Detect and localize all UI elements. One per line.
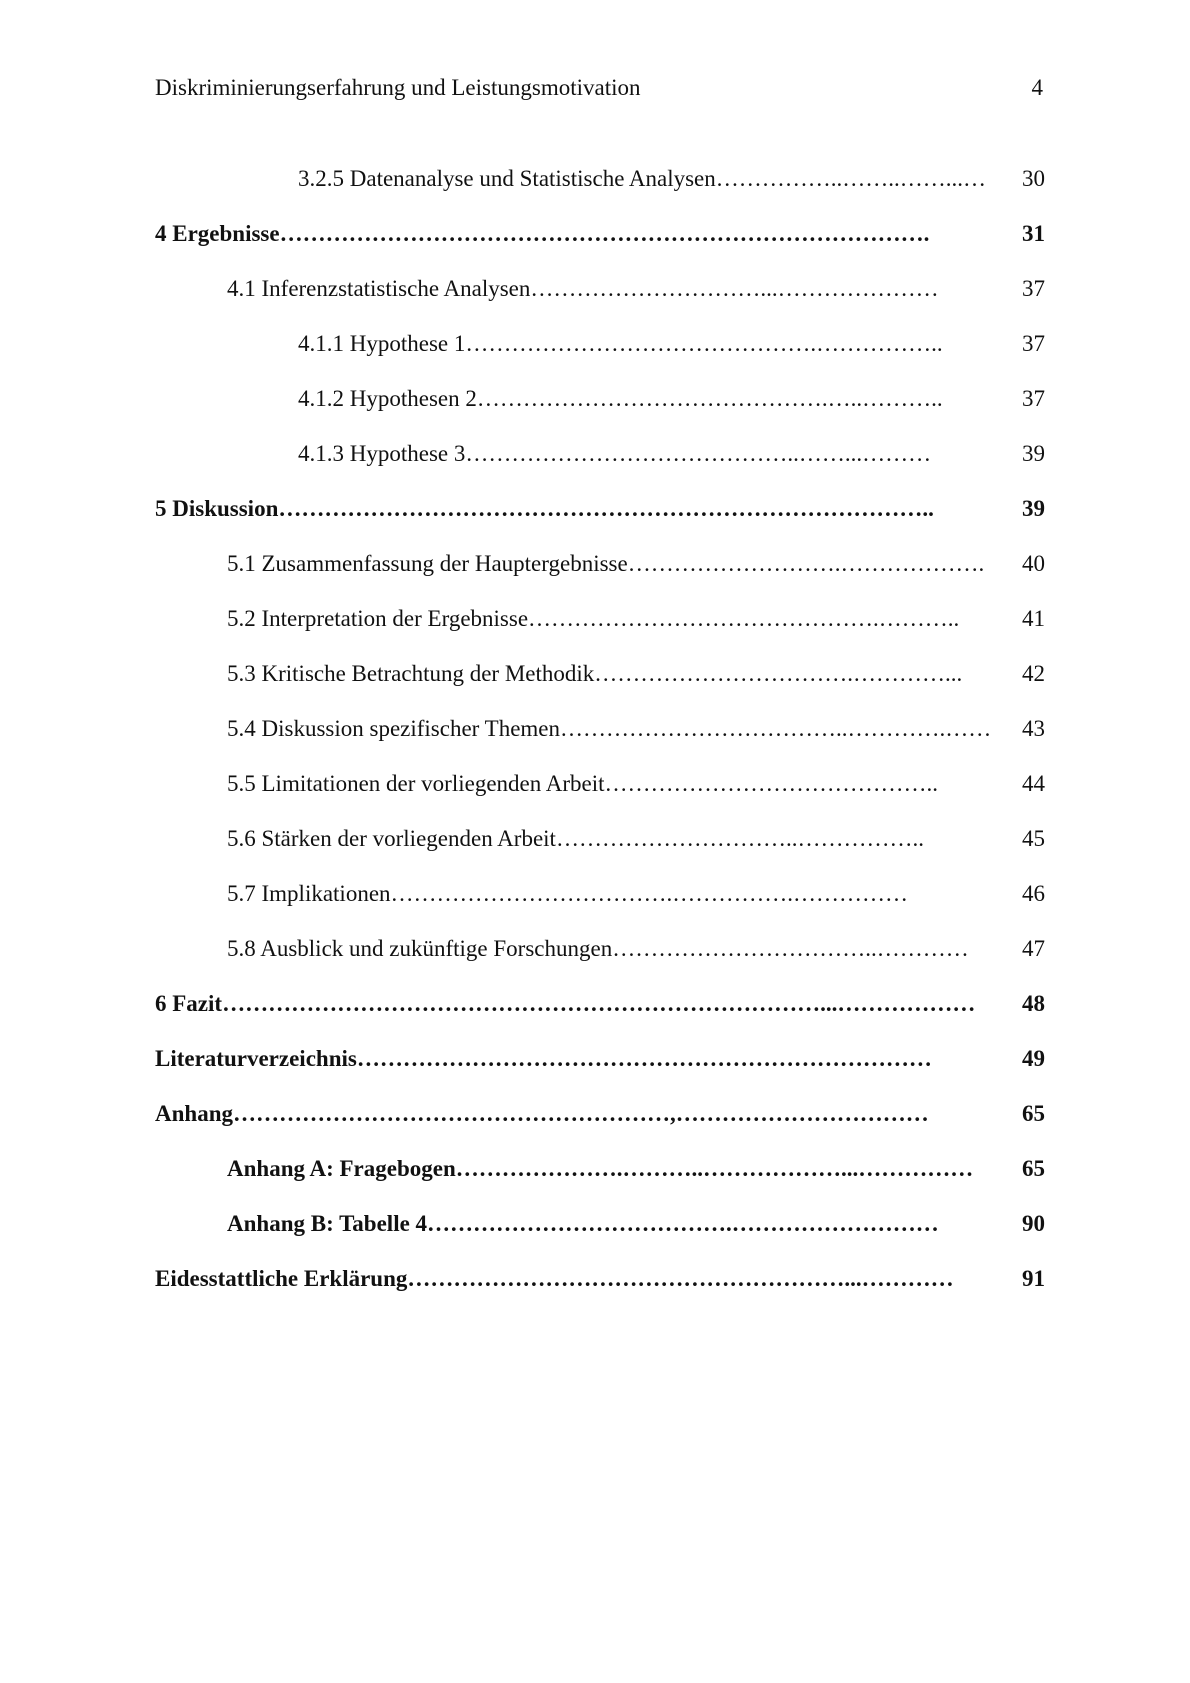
toc-entry-label: 4.1.1 Hypothese 1 — [298, 331, 466, 356]
toc-entry — [155, 383, 1045, 438]
toc-entry-label: 5.4 Diskussion spezifischer Themen — [227, 716, 561, 741]
toc-entry-page-number: 44 — [1022, 771, 1045, 796]
toc-entry-label: 5.3 Kritische Betrachtung der Methodik — [227, 661, 595, 686]
toc-entry-line — [227, 1208, 1045, 1240]
toc-entry-page-number: 37 — [1022, 276, 1045, 301]
toc-entry-page-number: 65 — [1022, 1156, 1045, 1181]
toc-entry-line — [155, 1098, 1045, 1130]
toc-entry-label: 4.1.3 Hypothese 3 — [298, 441, 466, 466]
toc-entry-label: Anhang B: Tabelle 4 — [227, 1211, 428, 1236]
toc-entry-line — [298, 438, 1045, 470]
toc-entry-label: 4.1 Inferenzstatistische Analysen — [227, 276, 531, 301]
toc-entry — [155, 1263, 1045, 1318]
toc-dot-leader: …………………………………………………………………………. — [279, 221, 930, 246]
toc-entry-line — [227, 548, 1045, 580]
toc-entry-page-number: 48 — [1022, 991, 1045, 1016]
toc-entry-label: 5.7 Implikationen — [227, 881, 391, 906]
toc-entry — [155, 1098, 1045, 1153]
toc-dot-leader: ………………………………….……………………… — [427, 1211, 939, 1236]
toc-entry-page-number: 31 — [1022, 221, 1045, 246]
toc-entry-page-number: 91 — [1022, 1266, 1045, 1291]
toc-dot-leader: …………………………...………………… — [530, 276, 939, 301]
toc-entry-line — [298, 328, 1045, 360]
toc-entry — [155, 933, 1045, 988]
toc-entry-page-number: 43 — [1022, 716, 1045, 741]
toc-entry-line — [155, 218, 1045, 250]
toc-dot-leader: ……………………………………….…………….. — [465, 331, 943, 356]
toc-entry-line — [227, 273, 1045, 305]
toc-dot-leader: …………………………………………………,…………………………… — [232, 1101, 929, 1126]
toc-entry — [155, 768, 1045, 823]
running-head-title: Diskriminierungserfahrung und Leistungsmotivation — [155, 75, 641, 100]
table-of-contents — [155, 163, 1045, 1318]
toc-entry-page-number: 42 — [1022, 661, 1045, 686]
toc-dot-leader: ……………………………………..……...……… — [465, 441, 932, 466]
toc-entry-page-number: 45 — [1022, 826, 1045, 851]
toc-entry-line — [155, 1263, 1045, 1295]
toc-entry — [155, 548, 1045, 603]
toc-dot-leader: ……………..……..……...… — [715, 166, 987, 191]
toc-entry-line — [227, 823, 1045, 855]
toc-dot-leader: ……………………………..………… — [612, 936, 969, 961]
toc-dot-leader: …………………………………….. — [604, 771, 938, 796]
toc-entry-line — [227, 713, 1045, 745]
toc-entry-label: 5.6 Stärken der vorliegenden Arbeit — [227, 826, 556, 851]
toc-entry — [155, 988, 1045, 1043]
toc-entry-label: Anhang A: Fragebogen — [227, 1156, 456, 1181]
running-head-page-number: 4 — [1031, 75, 1043, 100]
toc-entry-page-number: 65 — [1022, 1101, 1045, 1126]
toc-entry — [155, 438, 1045, 493]
toc-entry-line — [298, 383, 1045, 415]
toc-entry — [155, 273, 1045, 328]
toc-entry-page-number: 37 — [1022, 331, 1045, 356]
toc-dot-leader: ……………………………………….……….. — [528, 606, 960, 631]
toc-entry-label: Anhang — [155, 1101, 233, 1126]
toc-entry-line — [227, 1153, 1045, 1185]
toc-dot-leader: ……………………………….…………….…………… — [390, 881, 909, 906]
toc-entry-line — [298, 163, 1045, 195]
toc-entry-page-number: 47 — [1022, 936, 1045, 961]
running-head — [155, 72, 1043, 104]
toc-entry-label: 5.2 Interpretation der Ergebnisse — [227, 606, 529, 631]
toc-entry — [155, 713, 1045, 768]
toc-entry-line — [155, 1043, 1045, 1075]
toc-entry-label: 5.5 Limitationen der vorliegenden Arbeit — [227, 771, 605, 796]
toc-entry-line — [227, 658, 1045, 690]
toc-entry-line — [227, 768, 1045, 800]
toc-entry-label: 4.1.2 Hypothesen 2 — [298, 386, 477, 411]
toc-entry — [155, 658, 1045, 713]
toc-entry-label: 5 Diskussion — [155, 496, 279, 521]
toc-dot-leader: ………………………………………………………………………….. — [278, 496, 934, 521]
toc-entry — [155, 218, 1045, 273]
toc-entry-label: 6 Fazit — [155, 991, 223, 1016]
toc-entry — [155, 328, 1045, 383]
toc-entry — [155, 1043, 1045, 1098]
toc-dot-leader: ……………………………………….…..……….. — [476, 386, 943, 411]
toc-entry — [155, 1208, 1045, 1263]
toc-dot-leader: ………………………………………………………………… — [356, 1046, 932, 1071]
toc-entry — [155, 1153, 1045, 1208]
toc-entry — [155, 823, 1045, 878]
toc-entry-label: 5.1 Zusammenfassung der Hauptergebnisse — [227, 551, 628, 576]
toc-entry-line — [227, 878, 1045, 910]
toc-entry-line — [155, 493, 1045, 525]
toc-entry-label: 5.8 Ausblick und zukünftige Forschungen — [227, 936, 613, 961]
toc-entry-line — [227, 933, 1045, 965]
toc-dot-leader: ……………………………………………………………………...……………… — [222, 991, 976, 1016]
toc-entry-label: Eidesstattliche Erklärung — [155, 1266, 408, 1291]
toc-entry-page-number: 30 — [1022, 166, 1045, 191]
toc-dot-leader: ………………………………..………….…… — [560, 716, 992, 741]
toc-entry-page-number: 40 — [1022, 551, 1045, 576]
toc-entry-page-number: 90 — [1022, 1211, 1045, 1236]
toc-entry-page-number: 46 — [1022, 881, 1045, 906]
toc-entry-label: 3.2.5 Datenanalyse und Statistische Analysen — [298, 166, 716, 191]
toc-entry — [155, 603, 1045, 658]
toc-dot-leader: …………………………….…………... — [594, 661, 963, 686]
toc-entry-page-number: 39 — [1022, 496, 1045, 521]
toc-entry-line — [227, 603, 1045, 635]
toc-entry-page-number: 39 — [1022, 441, 1045, 466]
toc-dot-leader: ……………………….………………. — [627, 551, 985, 576]
toc-entry-label: Literaturverzeichnis — [155, 1046, 357, 1071]
toc-dot-leader: …………………………..…………….. — [555, 826, 924, 851]
toc-entry-page-number: 41 — [1022, 606, 1045, 631]
toc-entry-page-number: 49 — [1022, 1046, 1045, 1071]
toc-entry — [155, 878, 1045, 933]
toc-entry — [155, 163, 1045, 218]
toc-entry — [155, 493, 1045, 548]
toc-entry-line — [155, 988, 1045, 1020]
toc-dot-leader: …………………………………………………...………… — [407, 1266, 954, 1291]
toc-entry-page-number: 37 — [1022, 386, 1045, 411]
toc-dot-leader: ………………….………..………………...…………… — [455, 1156, 974, 1181]
toc-entry-label: 4 Ergebnisse — [155, 221, 280, 246]
